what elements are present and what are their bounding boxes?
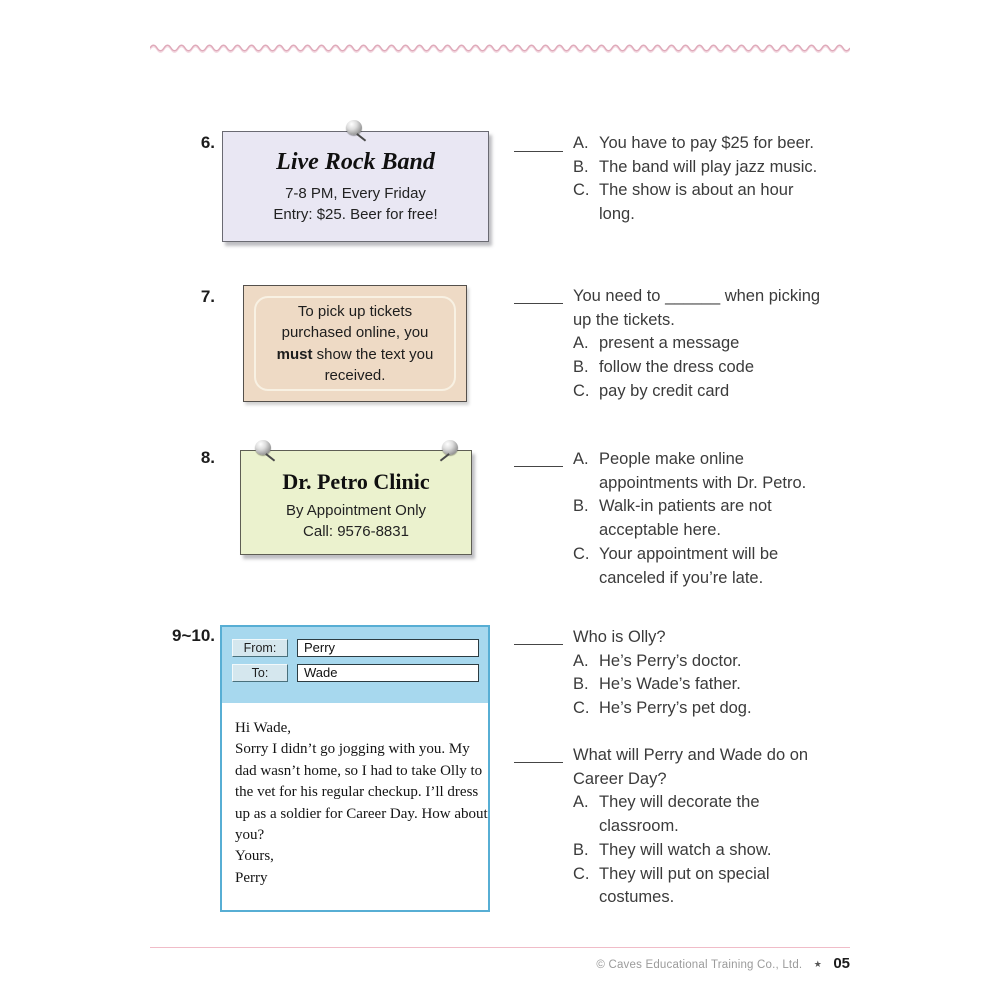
- option-q8-a: [573, 448, 823, 495]
- copyright-text: © Caves Educational Training Co., Ltd.: [596, 959, 803, 971]
- option-q8-b: [573, 495, 823, 542]
- card7-inner-frame: [254, 296, 456, 391]
- card7-line4: received.: [324, 367, 386, 384]
- card7-line1: To pick up tickets: [297, 302, 413, 320]
- card6-title: Live Rock Band: [276, 149, 435, 175]
- footer: [400, 955, 850, 973]
- card7-line3: [277, 344, 434, 366]
- options-q7: [573, 285, 823, 404]
- option-label: B.: [573, 497, 589, 516]
- card7-line3-rest: show the text you: [312, 345, 434, 363]
- card8-line2: Call: 9576-8831: [303, 523, 409, 540]
- card8-title: Dr. Petro Clinic: [282, 469, 430, 494]
- to-field: Wade: [297, 664, 479, 682]
- option-label: B.: [573, 840, 589, 859]
- option-label: C.: [573, 699, 590, 718]
- option-label: A.: [573, 334, 589, 353]
- star-icon: ★: [813, 959, 822, 969]
- email-body-line: Perry: [235, 869, 268, 886]
- option-q8-c: [573, 543, 823, 590]
- pushpin-ball: [346, 120, 362, 135]
- email-body-line: you?: [235, 827, 265, 844]
- card6-details: [223, 183, 488, 225]
- email-body-line: up as a soldier for Career Day. How about: [235, 805, 488, 822]
- answer-blank-q8: [514, 450, 563, 467]
- notice-card-tickets: [243, 285, 467, 402]
- option-text: The show is about an hour long.: [599, 181, 794, 224]
- question-number-6: 6.: [200, 133, 215, 152]
- notice-card-live-rock-band: [222, 131, 489, 242]
- option-label: A.: [573, 793, 589, 812]
- question-number-8: 8.: [200, 448, 215, 467]
- option-text: The band will play jazz music.: [599, 157, 818, 176]
- option-text: He’s Perry’s doctor.: [599, 651, 742, 670]
- pushpin-icon: [340, 118, 370, 146]
- option-text: They will decorate the classroom.: [599, 793, 760, 836]
- pushpin-ball: [255, 440, 271, 455]
- email-body-line: the vet for his regular checkup. I’ll dress: [235, 784, 479, 801]
- email-body: [222, 703, 488, 889]
- answer-blank-q10: [514, 746, 563, 763]
- option-text: You have to pay $25 for beer.: [599, 134, 814, 152]
- email-body-line: Yours,: [235, 848, 274, 865]
- option-text: He’s Wade’s father.: [599, 675, 741, 694]
- option-q10-c: [573, 863, 823, 910]
- option-label: C.: [573, 864, 590, 883]
- question-number-7: 7.: [200, 287, 215, 306]
- pushpin-needle: [356, 133, 366, 141]
- option-label: C.: [573, 181, 590, 200]
- option-q7-b: [573, 356, 823, 380]
- option-q7-c: [573, 380, 823, 404]
- answer-blank-q6: [514, 135, 563, 152]
- card8-details: [241, 500, 471, 542]
- option-label: B.: [573, 358, 589, 377]
- email-from-row: [222, 639, 488, 657]
- question-stem-q10: What will Perry and Wade do on Career Day?: [573, 746, 809, 788]
- option-q6-c: [573, 179, 823, 226]
- option-text: Your appointment will be canceled if you’re late.: [599, 544, 779, 587]
- card7-line3-bold: must: [276, 345, 313, 363]
- email-body-line: Hi Wade,: [235, 720, 292, 736]
- footer-divider: [150, 947, 850, 948]
- option-label: B.: [573, 675, 589, 694]
- from-field: Perry: [297, 639, 479, 657]
- option-text: They will watch a show.: [599, 840, 772, 859]
- pushpin-needle: [440, 453, 450, 461]
- option-label: A.: [573, 651, 589, 670]
- wavy-divider-top: [150, 41, 850, 55]
- option-q7-a: [573, 332, 823, 356]
- card7-line2: purchased online, you: [281, 324, 429, 341]
- email-message-card: [220, 625, 490, 912]
- email-body-line: dad wasn’t home, so I had to take Olly to: [235, 762, 483, 779]
- card6-line1: 7-8 PM, Every Friday: [285, 185, 426, 202]
- email-body-line: Sorry I didn’t go jogging with you. My: [235, 741, 470, 758]
- option-label: B.: [573, 157, 589, 176]
- option-text: They will put on special costumes.: [599, 864, 770, 907]
- option-q9-a: [573, 650, 823, 674]
- options-q10: [573, 744, 823, 910]
- card6-line2: Entry: $25. Beer for free!: [273, 206, 438, 223]
- answer-blank-q7: [514, 287, 563, 304]
- option-label: C.: [573, 381, 590, 400]
- options-q8: [573, 448, 823, 590]
- from-button: From:: [232, 639, 288, 657]
- pushpin-ball: [442, 440, 458, 455]
- card7-text: [277, 301, 434, 387]
- option-text: pay by credit card: [599, 381, 730, 400]
- option-text: present a message: [599, 334, 740, 353]
- option-q10-b: [573, 839, 823, 863]
- option-text: He’s Perry’s pet dog.: [599, 699, 752, 718]
- to-button: To:: [232, 664, 288, 682]
- page-number: 05: [833, 955, 850, 972]
- answer-blank-q9: [514, 628, 563, 645]
- pushpin-needle: [265, 453, 275, 461]
- option-q10-a: [573, 791, 823, 838]
- email-to-row: [222, 664, 488, 682]
- options-q9: [573, 626, 823, 721]
- option-text: People make online appointments with Dr. Petro.: [599, 450, 807, 492]
- option-label: A.: [573, 134, 589, 152]
- option-text: Walk-in patients are not acceptable here.: [599, 497, 772, 540]
- option-q9-b: [573, 673, 823, 697]
- card8-line1: By Appointment Only: [285, 502, 427, 519]
- question-stem-q7: You need to ______ when picking up the tickets.: [573, 287, 821, 329]
- email-header: [222, 627, 488, 703]
- option-q6-b: [573, 156, 823, 180]
- option-q9-c: [573, 697, 823, 721]
- option-q6-a: [573, 132, 823, 156]
- pushpin-icon: [249, 438, 279, 466]
- options-q6: [573, 132, 823, 227]
- pushpin-icon: [436, 438, 466, 466]
- question-stem-q9: Who is Olly?: [573, 628, 666, 646]
- option-label: A.: [573, 450, 589, 468]
- question-number-9-10: 9~10.: [171, 626, 215, 645]
- option-text: follow the dress code: [599, 358, 755, 377]
- option-label: C.: [573, 544, 590, 563]
